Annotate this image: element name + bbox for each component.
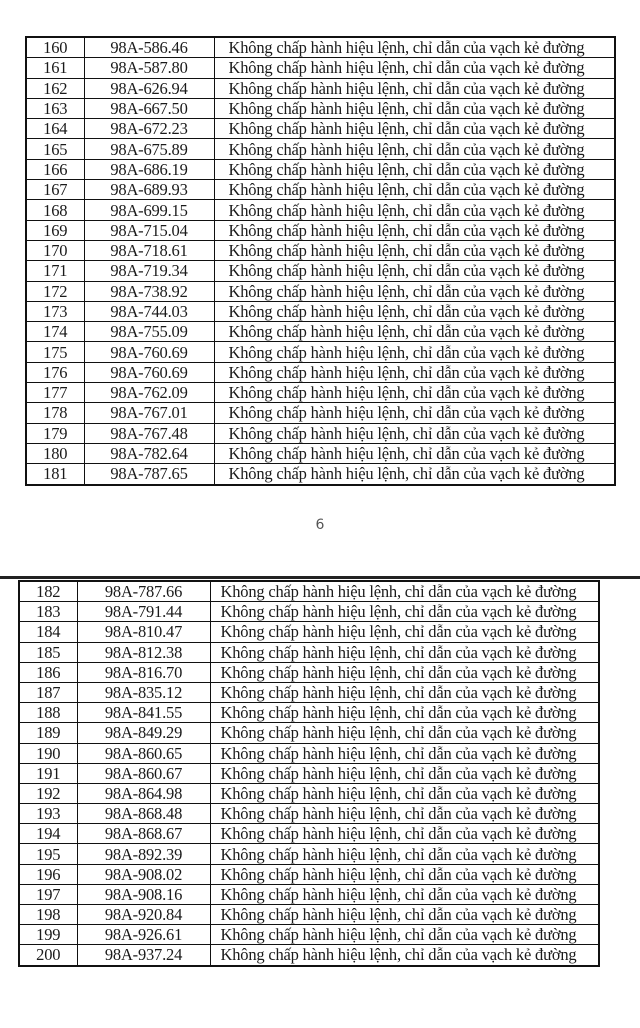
row-number: 175: [26, 342, 84, 362]
row-number: 183: [19, 602, 77, 622]
row-number: 195: [19, 844, 77, 864]
license-plate: 98A-920.84: [77, 905, 210, 925]
row-number: 182: [19, 581, 77, 602]
license-plate: 98A-762.09: [84, 383, 214, 403]
license-plate: 98A-689.93: [84, 180, 214, 200]
license-plate: 98A-767.01: [84, 403, 214, 423]
violation-description: Không chấp hành hiệu lệnh, chỉ dẫn của vạch kẻ đường: [210, 682, 599, 702]
violation-description: Không chấp hành hiệu lệnh, chỉ dẫn của vạch kẻ đường: [210, 905, 599, 925]
table-row: [19, 905, 599, 925]
violation-description: Không chấp hành hiệu lệnh, chỉ dẫn của vạch kẻ đường: [210, 743, 599, 763]
table-row: [19, 763, 599, 783]
table-row: [26, 119, 615, 139]
violation-description: Không chấp hành hiệu lệnh, chỉ dẫn của vạch kẻ đường: [214, 180, 615, 200]
license-plate: 98A-686.19: [84, 159, 214, 179]
row-number: 191: [19, 763, 77, 783]
violation-description: Không chấp hành hiệu lệnh, chỉ dẫn của vạch kẻ đường: [214, 342, 615, 362]
license-plate: 98A-718.61: [84, 240, 214, 260]
row-number: 172: [26, 281, 84, 301]
row-number: 176: [26, 362, 84, 382]
violation-description: Không chấp hành hiệu lệnh, chỉ dẫn của vạch kẻ đường: [214, 220, 615, 240]
row-number: 179: [26, 423, 84, 443]
row-number: 170: [26, 240, 84, 260]
violation-description: Không chấp hành hiệu lệnh, chỉ dẫn của vạch kẻ đường: [210, 925, 599, 945]
license-plate: 98A-587.80: [84, 58, 214, 78]
table-row: [26, 281, 615, 301]
violation-description: Không chấp hành hiệu lệnh, chỉ dẫn của vạch kẻ đường: [214, 362, 615, 382]
violation-description: Không chấp hành hiệu lệnh, chỉ dẫn của vạch kẻ đường: [214, 281, 615, 301]
table-row: [26, 322, 615, 342]
row-number: 174: [26, 322, 84, 342]
table-row: [19, 662, 599, 682]
page-number: 6: [315, 517, 325, 533]
row-number: 181: [26, 464, 84, 485]
table-row: [19, 925, 599, 945]
license-plate: 98A-908.16: [77, 884, 210, 904]
table-row: [19, 723, 599, 743]
table-row: [26, 139, 615, 159]
table-row: [19, 602, 599, 622]
row-number: 190: [19, 743, 77, 763]
violation-description: Không chấp hành hiệu lệnh, chỉ dẫn của vạch kẻ đường: [210, 864, 599, 884]
violation-description: Không chấp hành hiệu lệnh, chỉ dẫn của vạch kẻ đường: [210, 804, 599, 824]
license-plate: 98A-860.65: [77, 743, 210, 763]
violation-description: Không chấp hành hiệu lệnh, chỉ dẫn của vạch kẻ đường: [210, 723, 599, 743]
table-row: [19, 884, 599, 904]
table-row: [26, 78, 615, 98]
row-number: 162: [26, 78, 84, 98]
table-row: [19, 642, 599, 662]
row-number: 165: [26, 139, 84, 159]
table-row: [26, 240, 615, 260]
license-plate: 98A-810.47: [77, 622, 210, 642]
license-plate: 98A-672.23: [84, 119, 214, 139]
violation-description: Không chấp hành hiệu lệnh, chỉ dẫn của vạch kẻ đường: [214, 240, 615, 260]
violation-description: Không chấp hành hiệu lệnh, chỉ dẫn của vạch kẻ đường: [214, 200, 615, 220]
row-number: 187: [19, 682, 77, 702]
license-plate: 98A-868.67: [77, 824, 210, 844]
table-row: [26, 342, 615, 362]
license-plate: 98A-760.69: [84, 362, 214, 382]
violation-description: Không chấp hành hiệu lệnh, chỉ dẫn của vạch kẻ đường: [214, 423, 615, 443]
row-number: 194: [19, 824, 77, 844]
violation-description: Không chấp hành hiệu lệnh, chỉ dẫn của vạch kẻ đường: [210, 763, 599, 783]
license-plate: 98A-699.15: [84, 200, 214, 220]
license-plate: 98A-675.89: [84, 139, 214, 159]
violation-description: Không chấp hành hiệu lệnh, chỉ dẫn của vạch kẻ đường: [214, 98, 615, 118]
license-plate: 98A-841.55: [77, 703, 210, 723]
table-row: [26, 464, 615, 485]
table-row: [19, 743, 599, 763]
table-row: [26, 403, 615, 423]
violation-description: Không chấp hành hiệu lệnh, chỉ dẫn của vạch kẻ đường: [214, 139, 615, 159]
row-number: 168: [26, 200, 84, 220]
license-plate: 98A-787.66: [77, 581, 210, 602]
table-row: [26, 98, 615, 118]
row-number: 164: [26, 119, 84, 139]
license-plate: 98A-767.48: [84, 423, 214, 443]
violation-description: Không chấp hành hiệu lệnh, chỉ dẫn của vạch kẻ đường: [214, 403, 615, 423]
row-number: 200: [19, 945, 77, 966]
license-plate: 98A-586.46: [84, 37, 214, 58]
license-plate: 98A-715.04: [84, 220, 214, 240]
row-number: 192: [19, 783, 77, 803]
table-row: [19, 682, 599, 702]
table-row: [19, 581, 599, 602]
row-number: 186: [19, 662, 77, 682]
violation-description: Không chấp hành hiệu lệnh, chỉ dẫn của vạch kẻ đường: [214, 301, 615, 321]
table-row: [26, 423, 615, 443]
row-number: 163: [26, 98, 84, 118]
row-number: 185: [19, 642, 77, 662]
row-number: 167: [26, 180, 84, 200]
license-plate: 98A-667.50: [84, 98, 214, 118]
license-plate: 98A-835.12: [77, 682, 210, 702]
table-row: [26, 58, 615, 78]
license-plate: 98A-937.24: [77, 945, 210, 966]
violation-description: Không chấp hành hiệu lệnh, chỉ dẫn của vạch kẻ đường: [210, 662, 599, 682]
violation-description: Không chấp hành hiệu lệnh, chỉ dẫn của vạch kẻ đường: [214, 58, 615, 78]
license-plate: 98A-868.48: [77, 804, 210, 824]
license-plate: 98A-782.64: [84, 443, 214, 463]
row-number: 173: [26, 301, 84, 321]
license-plate: 98A-908.02: [77, 864, 210, 884]
row-number: 178: [26, 403, 84, 423]
row-number: 197: [19, 884, 77, 904]
table-row: [19, 824, 599, 844]
table-body: [19, 581, 599, 966]
violation-description: Không chấp hành hiệu lệnh, chỉ dẫn của vạch kẻ đường: [210, 642, 599, 662]
table-row: [19, 945, 599, 966]
violation-description: Không chấp hành hiệu lệnh, chỉ dẫn của vạch kẻ đường: [214, 78, 615, 98]
table-row: [19, 622, 599, 642]
table-row: [26, 443, 615, 463]
license-plate: 98A-849.29: [77, 723, 210, 743]
row-number: 177: [26, 383, 84, 403]
license-plate: 98A-760.69: [84, 342, 214, 362]
table-row: [26, 200, 615, 220]
table-row: [26, 180, 615, 200]
violation-description: Không chấp hành hiệu lệnh, chỉ dẫn của vạch kẻ đường: [214, 464, 615, 485]
row-number: 171: [26, 261, 84, 281]
table-row: [26, 261, 615, 281]
table-row: [19, 703, 599, 723]
violation-description: Không chấp hành hiệu lệnh, chỉ dẫn của vạch kẻ đường: [210, 824, 599, 844]
table-row: [19, 783, 599, 803]
row-number: 198: [19, 905, 77, 925]
violation-description: Không chấp hành hiệu lệnh, chỉ dẫn của vạch kẻ đường: [214, 37, 615, 58]
table-row: [19, 844, 599, 864]
row-number: 196: [19, 864, 77, 884]
license-plate: 98A-812.38: [77, 642, 210, 662]
license-plate: 98A-791.44: [77, 602, 210, 622]
license-plate: 98A-816.70: [77, 662, 210, 682]
violation-table-top: [25, 36, 616, 486]
table-row: [26, 37, 615, 58]
table-row: [26, 220, 615, 240]
violation-description: Không chấp hành hiệu lệnh, chỉ dẫn của vạch kẻ đường: [210, 884, 599, 904]
table-row: [19, 864, 599, 884]
row-number: 184: [19, 622, 77, 642]
violation-description: Không chấp hành hiệu lệnh, chỉ dẫn của vạch kẻ đường: [214, 443, 615, 463]
license-plate: 98A-719.34: [84, 261, 214, 281]
violation-description: Không chấp hành hiệu lệnh, chỉ dẫn của vạch kẻ đường: [210, 581, 599, 602]
license-plate: 98A-860.67: [77, 763, 210, 783]
license-plate: 98A-738.92: [84, 281, 214, 301]
row-number: 169: [26, 220, 84, 240]
violation-description: Không chấp hành hiệu lệnh, chỉ dẫn của vạch kẻ đường: [210, 783, 599, 803]
license-plate: 98A-892.39: [77, 844, 210, 864]
violation-description: Không chấp hành hiệu lệnh, chỉ dẫn của vạch kẻ đường: [214, 383, 615, 403]
license-plate: 98A-787.65: [84, 464, 214, 485]
violation-description: Không chấp hành hiệu lệnh, chỉ dẫn của vạch kẻ đường: [214, 159, 615, 179]
table-row: [26, 362, 615, 382]
page-top-section: [0, 0, 640, 501]
row-number: 166: [26, 159, 84, 179]
violation-description: Không chấp hành hiệu lệnh, chỉ dẫn của vạch kẻ đường: [214, 322, 615, 342]
license-plate: 98A-864.98: [77, 783, 210, 803]
violation-description: Không chấp hành hiệu lệnh, chỉ dẫn của vạch kẻ đường: [214, 119, 615, 139]
row-number: 180: [26, 443, 84, 463]
row-number: 189: [19, 723, 77, 743]
violation-table-bottom: [18, 580, 600, 967]
violation-description: Không chấp hành hiệu lệnh, chỉ dẫn của vạch kẻ đường: [214, 261, 615, 281]
row-number: 188: [19, 703, 77, 723]
table-body: [26, 37, 615, 485]
table-row: [26, 159, 615, 179]
license-plate: 98A-744.03: [84, 301, 214, 321]
row-number: 160: [26, 37, 84, 58]
violation-description: Không chấp hành hiệu lệnh, chỉ dẫn của vạch kẻ đường: [210, 622, 599, 642]
violation-description: Không chấp hành hiệu lệnh, chỉ dẫn của vạch kẻ đường: [210, 844, 599, 864]
table-row: [26, 383, 615, 403]
license-plate: 98A-926.61: [77, 925, 210, 945]
row-number: 199: [19, 925, 77, 945]
row-number: 193: [19, 804, 77, 824]
license-plate: 98A-755.09: [84, 322, 214, 342]
table-row: [26, 301, 615, 321]
violation-description: Không chấp hành hiệu lệnh, chỉ dẫn của vạch kẻ đường: [210, 602, 599, 622]
page-break-divider: [0, 576, 640, 579]
license-plate: 98A-626.94: [84, 78, 214, 98]
row-number: 161: [26, 58, 84, 78]
violation-description: Không chấp hành hiệu lệnh, chỉ dẫn của vạch kẻ đường: [210, 703, 599, 723]
table-row: [19, 804, 599, 824]
violation-description: Không chấp hành hiệu lệnh, chỉ dẫn của vạch kẻ đường: [210, 945, 599, 966]
